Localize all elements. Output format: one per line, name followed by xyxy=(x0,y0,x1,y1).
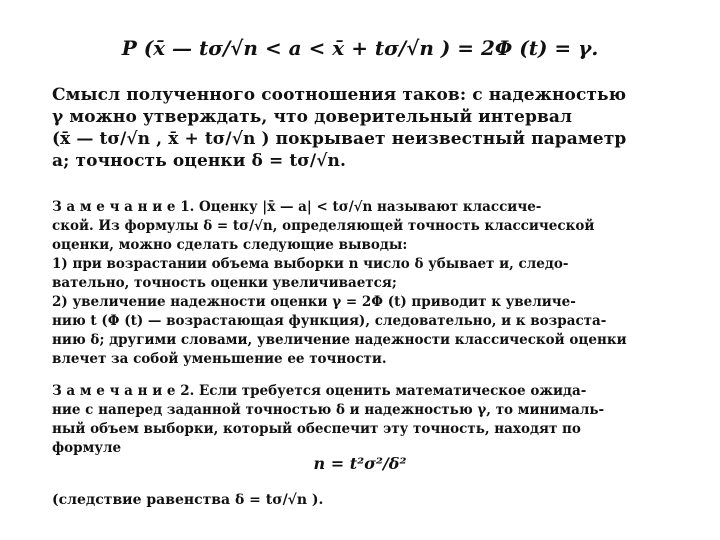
remark-line: ской. Из формулы δ = tσ/√n, определяющей точность классической xyxy=(52,218,595,234)
paragraph-line: Смысл полученного соотношения таков: с надежностью xyxy=(52,85,627,105)
remark-line: ный объем выборки, который обеспечит эту точность, находят по xyxy=(52,421,581,437)
remark-line: 2) увеличение надежности оценки γ = 2Φ (t) приводит к увеличе- xyxy=(52,294,576,310)
remark-line: вательно, точность оценки увеличивается; xyxy=(52,275,397,291)
paragraph-line: a; точность оценки δ = tσ/√n. xyxy=(52,151,346,171)
remark-line: ние с наперед заданной точностью δ и надежностью γ, то минималь- xyxy=(52,402,605,418)
remark-line: формуле xyxy=(52,440,122,456)
remark-line: 1) при возрастании объема выборки n число δ убывает и, следо- xyxy=(52,256,569,272)
paragraph-line: (x̄ — tσ/√n , x̄ + tσ/√n ) покрывает неизвестный параметр xyxy=(52,129,627,149)
remark-line: З а м е ч а н и е 1. Оценку |x̄ — a| < tσ/√n называют классиче- xyxy=(52,199,542,215)
remark-line: оценки, можно сделать следующие выводы: xyxy=(52,237,408,253)
footnote: (следствие равенства δ = tσ/√n ). xyxy=(52,492,324,508)
remark-line: нию t (Φ (t) — возрастающая функция), следовательно, и к возраста- xyxy=(52,313,607,329)
remark-line: влечет за собой уменьшение ее точности. xyxy=(52,351,387,367)
paragraph-line: γ можно утверждать, что доверительный интервал xyxy=(52,107,573,127)
confidence-interval-formula: P (x̄ — tσ/√n < a < x̄ + tσ/√n ) = 2Φ (t) = γ. xyxy=(121,36,599,60)
sample-size-formula: n = t²σ²/δ² xyxy=(313,454,407,473)
remark-line: З а м е ч а н и е 2. Если требуется оценить математическое ожида- xyxy=(52,383,587,399)
remark-line: нию δ; другими словами, увеличение надежности классической оценки xyxy=(52,332,627,348)
